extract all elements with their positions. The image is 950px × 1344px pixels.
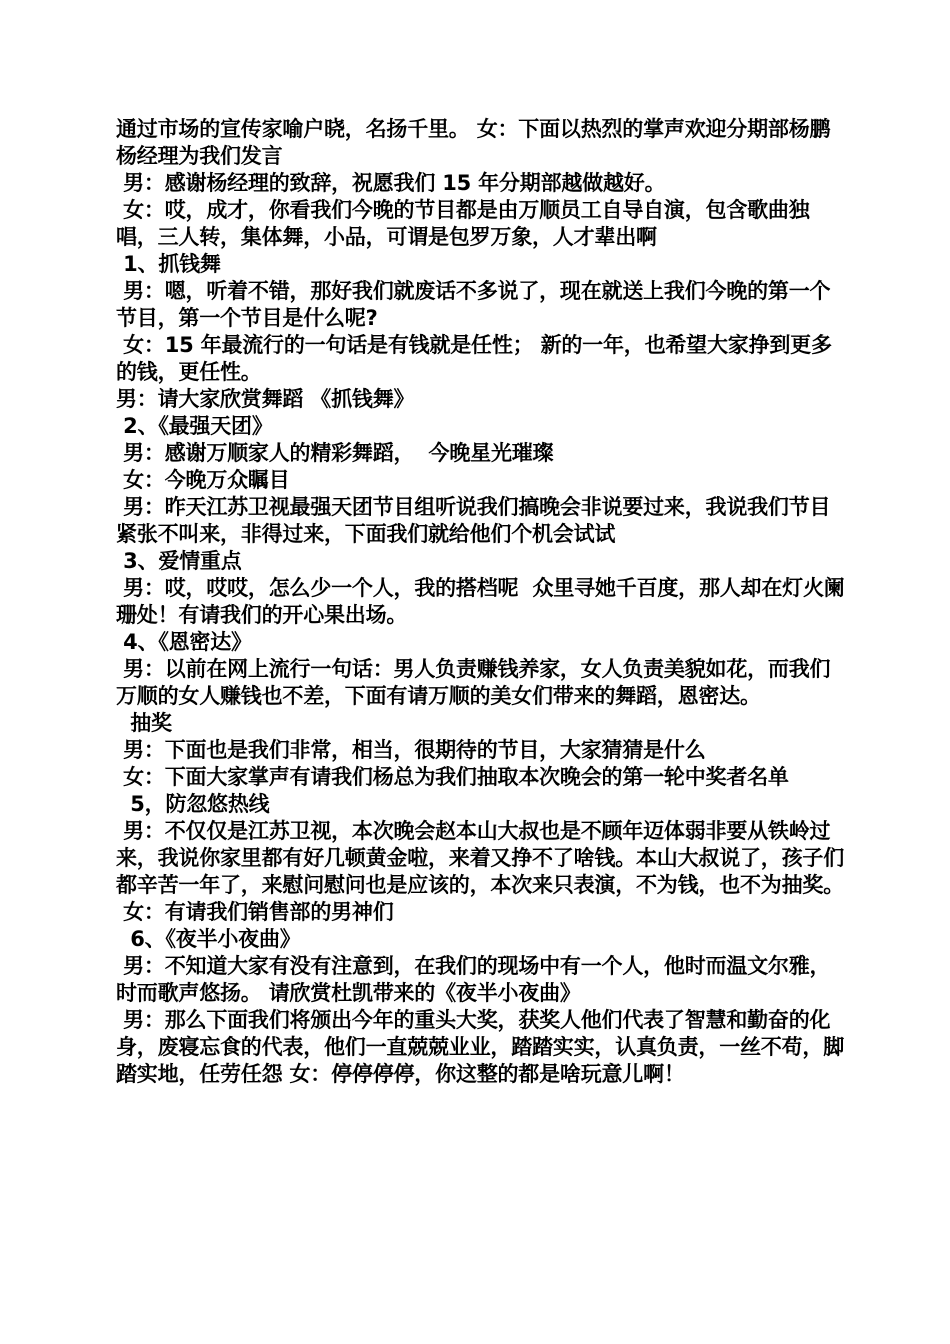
paragraph: 女：哎，成才，你看我们今晚的节目都是由万顺员工自导自演，包含歌曲独唱，三人转，集体舞，小品，可谓是包罗万象，人才辈出啊 [116,198,810,249]
section-heading: 5，防忽悠热线 [116,792,270,816]
paragraph: 男：感谢万顺家人的精彩舞蹈， 今晚星光璀璨 [116,441,554,465]
paragraph: 男：嗯，听着不错，那好我们就废话不多说了，现在就送上我们今晚的第一个节目，第一个节目是什么呢? [116,279,831,330]
paragraph: 男：感谢杨经理的致辞，祝愿我们 15 年分期部越做越好。 [116,171,666,195]
paragraph: 男：不仅仅是江苏卫视，本次晚会赵本山大叔也是不顾年迈体弱非要从铁岭过来，我说你家里都有好几顿黄金啦，来着又挣不了啥钱。本山大叔说了，孩子们都辛苦一年了，来慰问慰问也是应该的，本次来只表演，不为钱，也不为抽奖。 [116,819,844,897]
paragraph: 女：今晚万众瞩目 [116,468,290,492]
section-heading: 2、《最强天团》 [116,414,273,438]
paragraph: 男：以前在网上流行一句话：男人负责赚钱养家，女人负责美貌如花，而我们万顺的女人赚钱也不差，下面有请万顺的美女们带来的舞蹈，恩密达。 [116,657,831,708]
paragraph: 通过市场的宣传家喻户晓，名扬千里。 女：下面以热烈的掌声欢迎分期部杨鹏杨经理为我们发言 [116,117,831,168]
paragraph: 男：昨天江苏卫视最强天团节目组听说我们搞晚会非说要过来，我说我们节目紧张不叫来，非得过来，下面我们就给他们个机会试试 [116,495,831,546]
paragraph: 男：下面也是我们非常，相当，很期待的节目，大家猜猜是什么 [116,738,706,762]
document-body [116,116,846,1088]
paragraph: 女：有请我们销售部的男神们 [116,900,394,924]
paragraph: 男：不知道大家有没有注意到，在我们的现场中有一个人，他时而温文尔雅，时而歌声悠扬。 请欣赏杜凯带来的《夜半小夜曲》 [116,954,831,1005]
section-heading: 抽奖 [116,711,172,735]
paragraph: 男：哎，哎哎，怎么少一个人，我的搭档呢 众里寻她千百度，那人却在灯火阑珊处！有请我们的开心果出场。 [116,576,845,627]
section-heading: 3、爱情重点 [116,549,242,573]
paragraph: 男：请大家欣赏舞蹈 《抓钱舞》 [116,387,415,411]
paragraph: 女：下面大家掌声有请我们杨总为我们抽取本次晚会的第一轮中奖者名单 [116,765,789,789]
section-heading: 1、抓钱舞 [116,252,221,276]
paragraph: 女：15 年最流行的一句话是有钱就是任性； 新的一年，也希望大家挣到更多的钱，更任性。 [116,333,832,384]
paragraph: 男：那么下面我们将颁出今年的重头大奖，获奖人他们代表了智慧和勤奋的化身，废寝忘食的代表，他们一直兢兢业业，踏踏实实，认真负责，一丝不苟，脚踏实地，任劳任怨 女：停停停停，你这整的都是啥玩意儿啊！ [116,1008,844,1086]
section-heading: 6、《夜半小夜曲》 [116,927,301,951]
section-heading: 4、《恩密达》 [116,630,252,654]
